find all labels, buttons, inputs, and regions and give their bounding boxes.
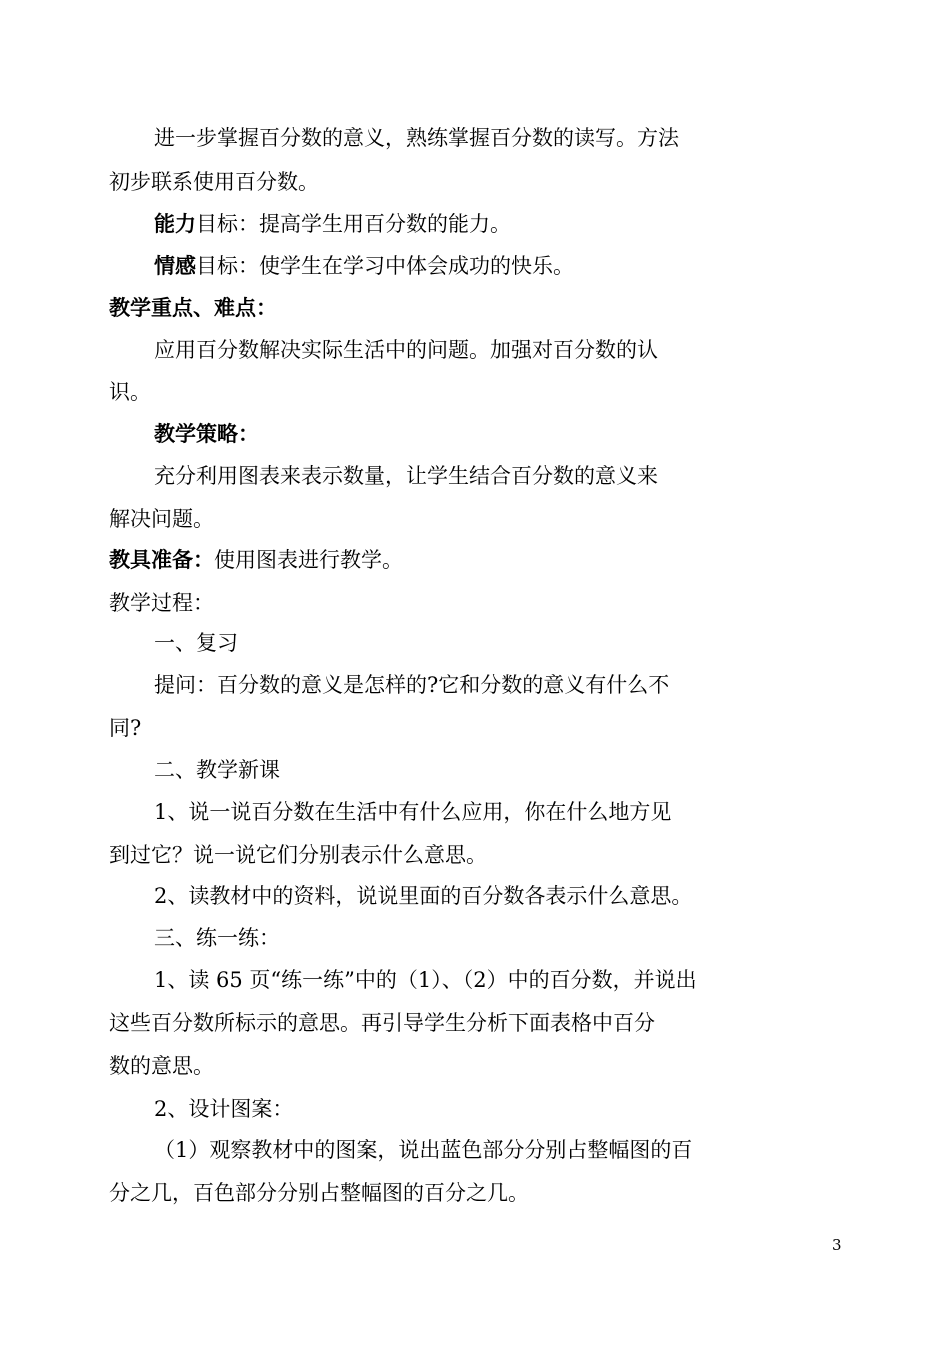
paragraph-line: 1、读 65 页“练一练”中的（1）、（2）中的百分数，并说出: [154, 968, 697, 992]
tools-text: 使用图表进行教学。: [214, 548, 403, 572]
section-heading: 一、复习: [154, 631, 238, 655]
paragraph-line: 应用百分数解决实际生活中的问题。加强对百分数的认: [154, 338, 658, 362]
paragraph-line: 同?: [109, 716, 142, 740]
paragraph-line: 进一步掌握百分数的意义，熟练掌握百分数的读写。方法: [154, 126, 679, 150]
page-number: 3: [832, 1236, 842, 1254]
paragraph-line: 到过它？说一说它们分别表示什么意思。: [109, 843, 487, 867]
paragraph-line: 提问：百分数的意义是怎样的?它和分数的意义有什么不: [154, 673, 670, 697]
section-heading: 二、教学新课: [154, 758, 280, 782]
paragraph-line: 数的意思。: [109, 1054, 214, 1078]
emotion-label: 情感: [154, 253, 196, 278]
emotion-text: 目标：使学生在学习中体会成功的快乐。: [196, 254, 574, 278]
paragraph-line: 充分利用图表来表示数量，让学生结合百分数的意义来: [154, 464, 658, 488]
process-heading: 教学过程：: [109, 591, 214, 615]
paragraph-line: 这些百分数所标示的意思。再引导学生分析下面表格中百分: [109, 1011, 655, 1035]
ability-text: 目标：提高学生用百分数的能力。: [196, 212, 511, 236]
paragraph-line: （1）观察教材中的图案，说出蓝色部分分别占整幅图的百: [154, 1138, 693, 1162]
paragraph-line: 识。: [109, 380, 151, 404]
paragraph-line: 分之几，百色部分分别占整幅图的百分之几。: [109, 1181, 529, 1205]
paragraph-line: 1、说一说百分数在生活中有什么应用，你在什么地方见: [154, 800, 672, 824]
paragraph-line: 初步联系使用百分数。: [109, 170, 319, 194]
paragraph-line: 2、设计图案：: [154, 1097, 294, 1121]
teaching-tools: [109, 546, 403, 574]
paragraph-line: 解决问题。: [109, 507, 214, 531]
emotion-goal: [154, 252, 574, 280]
ability-label: 能力: [154, 211, 196, 236]
strategy-heading: 教学策略：: [154, 421, 259, 446]
paragraph-line: 2、读教材中的资料，说说里面的百分数各表示什么意思。: [154, 884, 693, 908]
section-heading: 三、练一练：: [154, 926, 280, 950]
ability-goal: [154, 210, 511, 238]
key-points-heading: 教学重点、难点：: [109, 295, 277, 320]
tools-label: 教具准备：: [109, 547, 214, 572]
